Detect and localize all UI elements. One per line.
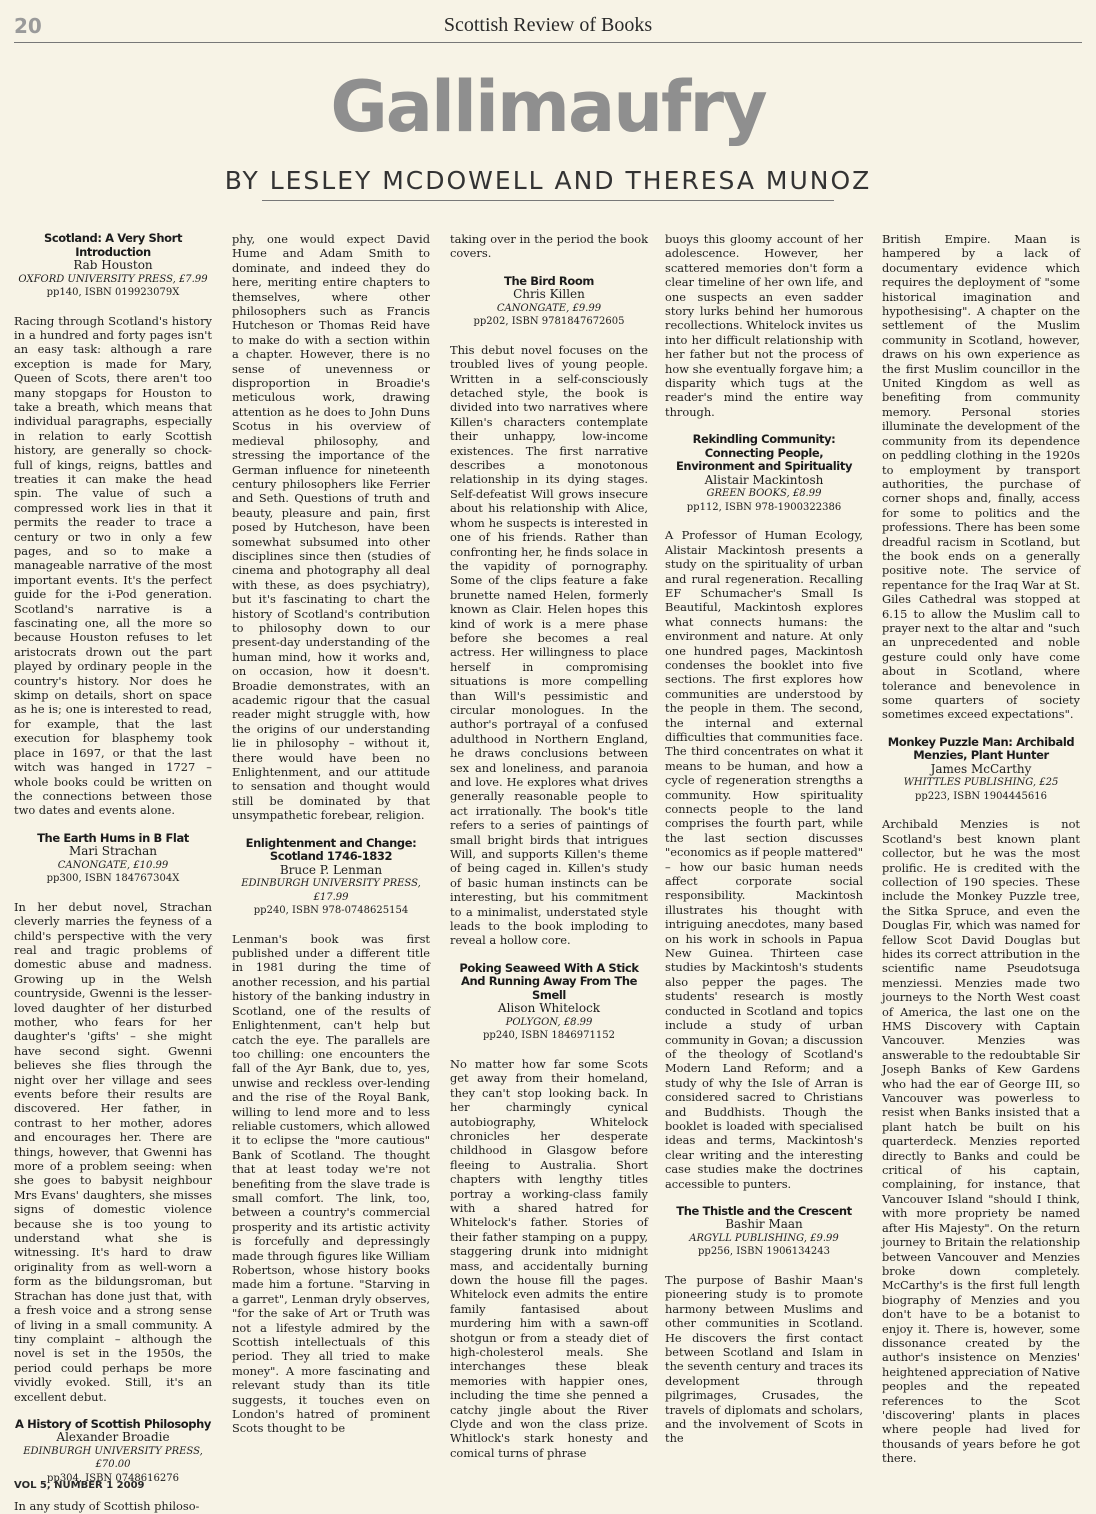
- book-heading: [665, 1205, 863, 1259]
- column-4: [665, 232, 863, 1467]
- book-publisher: EDINBURGH UNIVERSITY PRESS, £70.00: [23, 1445, 203, 1471]
- book-author: Alison Whitelock: [497, 1001, 601, 1016]
- page-number: 20: [14, 14, 42, 38]
- book-publisher: ARGYLL PUBLISHING, £9.99: [689, 1232, 839, 1244]
- book-publisher: EDINBURGH UNIVERSITY PRESS, £17.99: [241, 878, 421, 903]
- book-title: The Thistle and the Crescent: [676, 1203, 852, 1218]
- book-isbn: pp202, ISBN 9781847672605: [473, 316, 625, 328]
- book-title: The Bird Room: [504, 273, 594, 288]
- book-title: A History of Scottish Philosophy: [14, 1416, 212, 1431]
- book-isbn: pp112, ISBN 978-1900322386: [686, 501, 842, 513]
- column-5: [882, 232, 1080, 1467]
- book-publisher: CANONGATE, £10.99: [57, 859, 169, 871]
- review-paragraph: British Empire. Maan is hampered by a lack of documentary evidence which requires the deployment of "some historical imagination and hypothesising". A chapter on the settlement of the Muslim community in Scotland, however, draws on his own experience as the first Muslim councillor in the United Kingdom as well as benefiting from community memory. Personal stories illuminate the development of the community from its dependence on peddling clothing in the 1920s to employment by transport authorities, the purchase of corner shops and, finally, access for some to politics and the professions. There has been some dreadful racism in Scotland, but the book ends on a generally positive note. The service of repentance for the Iraq War at St. Giles Cathedral was stopped at 6.15 to allow the Muslim call to prayer next to the altar and "such an unprecedented and noble gesture could only have come about in Scotland, where tolerance and benevolence in some quarters of society sometimes exceed expectations".: [882, 232, 1080, 722]
- column-2: [232, 232, 430, 1467]
- review-paragraph: In her debut novel, Strachan cleverly marries the feyness of a child's perspective with the very real and tragic problems of domestic abuse and madness. Growing up in the Welsh countryside, Gwenni is the lesser-loved daughter of her disturbed mother, who fears for her daughter's 'gifts' – she might have second sight. Gwenni believes she flies through the night over her village and sees events before their results are discovered. Her father, in contrast to her mother, adores and encourages her. There are things, however, that Gwenni has more of a problem seeing: when she goes to babysit neighbour Mrs Evans' daughters, she misses signs of domestic violence because she is too young to understand what she is witnessing. It's hard to draw originality from as well-worn a form as the bildungsroman, but Strachan has done just that, with a fresh voice and a strong sense of living in a small community. A tiny complaint – although the novel is set in the 1950s, the period could perhaps be more vividly evoked. Still, it's an excellent debut.: [14, 899, 212, 1404]
- book-heading: [882, 736, 1080, 804]
- book-publisher: CANONGATE, £9.99: [496, 302, 602, 314]
- book-isbn: pp240, ISBN 1846971152: [483, 1030, 615, 1042]
- book-isbn: pp300, ISBN 184767304X: [46, 873, 180, 885]
- book-title: Scotland: A Very Short Introduction: [43, 231, 183, 259]
- book-author: Alexander Broadie: [56, 1430, 170, 1445]
- review-paragraph: taking over in the period the book covers.: [450, 232, 648, 261]
- book-author: Mari Strachan: [68, 844, 158, 859]
- book-title: Enlightenment and Change: Scotland 1746-1832: [245, 835, 417, 864]
- review-paragraph: The purpose of Bashir Maan's pioneering study is to promote harmony between Muslims and other communities in Scotland. He discovers the first contact between Scotland and Islam in the seventh century and traces its development through pilgrimages, Crusades, the travels of diplomats and scholars, and the involvement of Scots in the: [665, 1272, 863, 1446]
- book-title: The Earth Hums in B Flat: [37, 830, 189, 845]
- book-author: Alistair Mackintosh: [704, 472, 824, 487]
- review-paragraph: This debut novel focuses on the troubled lives of young people. Written in a self-consciously detached style, the book is divided into two narratives where Killen's characters contemplate their unhappy, low-income existences. The first narrative describes a monotonous relationship in its dying stages. Self-defeatist Will grows insecure about his relationship with Alice, whom he suspects is interested in one of his friends. Rather than confronting her, he finds solace in the vapidity of pornography. Some of the clips feature a fake brunette named Helen, formerly known as Clair. Helen hopes this kind of work is a mere phase before she becomes a real actress. Her willingness to place herself in compromising situations is more compelling than Will's pessimistic and circular monologues. In the author's portrayal of a confused adulthood in Northern England, he draws conclusions between sex and loneliness, and paranoia and love. He explores what drives generally reasonable people to act irrationally. The book's title refers to a series of paintings of small bright birds that intrigues Will, and supports Killen's theme of being caged in. Killen's study of basic human instincts can be interesting, but his commitment to a minimalist, understated style leads to the book imploding to reveal a hollow core.: [450, 342, 648, 948]
- header-rule: [14, 42, 1082, 43]
- review-paragraph: No matter how far some Scots get away from their homeland, they can't stop looking back. In her charmingly cynical autobiography, Whitelock chronicles her desperate childhood in Glasgow before fleeing to Australia. Short chapters with lengthy titles portray a working-class family with a shared hatred for Whitelock's father. Stories of their father stamping on a puppy, staggering drunk into midnight mass, and accidentally burning down the house fill the pages. Whitelock even admits the entire family fantasised about murdering him with a sawn-off shotgun or from a steady diet of high-cholesterol meals. She interchanges these bleak memories with happier ones, including the time she penned a catchy jingle about the River Clyde and won the class prize. Whitlock's stark honesty and comical turns of phrase: [450, 1056, 648, 1460]
- publication-masthead: Scottish Review of Books: [443, 14, 653, 36]
- column-3: [450, 232, 648, 1467]
- book-heading: [665, 433, 863, 514]
- book-isbn: pp223, ISBN 1904445616: [915, 790, 1047, 802]
- review-paragraph: phy, one would expect David Hume and Adam Smith to dominate, and indeed they do here, meriting entire chapters to themselves, where other philosophers such as Francis Hutcheson or Thomas Reid have to make do with a section within a chapter. However, there is no sense of unevenness or disproportion in Broadie's meticulous work, drawing attention as he does to John Duns Scotus in his overview of medieval philosophy, and stressing the importance of the German influence for nineteenth century philosophers like Ferrier and Seth. Questions of truth and beauty, pleasure and pain, first posed by Hutcheson, have been somewhat subsumed into other disciplines since then (studies of cinema and photography all deal with these, as does psychiatry), but it's fascinating to chart the history of Scotland's contribution to philosophy down to our present-day understanding of the human mind, how it works and, on occasion, how it doesn't. Broadie demonstrates, with an academic rigour that the casual reader might struggle with, how the origins of our understanding lie in philosophy – without it, there would have been no Enlightenment, and our attitude to sensation and thought would still be dominated by that unsympathetic forebear, religion.: [232, 232, 430, 823]
- book-heading: [14, 1418, 212, 1486]
- book-title: Rekindling Community: Connecting People, Environment and Spirituality: [675, 432, 853, 474]
- book-publisher: OXFORD UNIVERSITY PRESS, £7.99: [18, 273, 208, 285]
- book-publisher: GREEN BOOKS, £8.99: [706, 488, 822, 500]
- byline-rule: [262, 200, 834, 201]
- book-publisher: WHITTLES PUBLISHING, £25: [903, 777, 1059, 789]
- review-paragraph: Racing through Scotland's history in a hundred and forty pages isn't an easy task: although a rare exception is made for Mary, Queen of Scots, there aren't too many stopgaps for Houston to take a breath, which means that individual paragraphs, especially in relation to early Scottish history, are generally so chock-full of kings, reigns, battles and treaties it can make the head spin. The value of such a compressed work lies in that it permits the reader to trace a century or two in only a few pages, and so to make a manageable narrative of the most important events. It's the perfect guide for the i-Pod generation. Scotland's narrative is a fascinating one, all the more so because Houston refuses to let aristocrats drown out the part played by ordinary people in the country's history. Nor does he skimp on details, short on space as he is; one is interested to read, for example, that the last execution for blasphemy took place in 1697, or that the last witch was hanged in 1727 – whole books could be written on the connections between those two dates and events alone.: [14, 313, 212, 818]
- review-paragraph: In any study of Scottish philoso-: [14, 1499, 200, 1514]
- book-heading: [450, 962, 648, 1043]
- book-title: Monkey Puzzle Man: Archibald Menzies, Plant Hunter: [887, 734, 1075, 763]
- book-isbn: pp140, ISBN 019923079X: [46, 287, 180, 298]
- book-author: Bruce P. Lenman: [279, 862, 383, 877]
- book-heading: [450, 275, 648, 329]
- review-paragraph: buoys this gloomy account of her adolescence. However, her scattered memories don't form a clear timeline of her own life, and one suspects an even sadder story lurks behind her humorous recollections. Whitelock invites us into her difficult relationship with her father but not the process of how she eventually forgave him; a disparity which tugs at the reader's mind the entire way through.: [665, 232, 863, 419]
- book-title: Poking Seaweed With A Stick And Running Away From The Smell: [459, 960, 639, 1002]
- article-title: Gallimaufry: [330, 66, 766, 148]
- book-author: James McCarthy: [930, 761, 1032, 776]
- book-author: Rab Houston: [73, 258, 153, 272]
- review-paragraph: Archibald Menzies is not Scotland's best known plant collector, but he was the most prolific. He is credited with the collection of 190 species. These include the Monkey Puzzle tree, the Sitka Spruce, and even the Douglas Fir, which was named for fellow Scot David Douglas but hides its correct attribution in the scientific name Pseudotsuga menziessi. Menzies made two journeys to the North West coast of America, the last one on the HMS Discovery with Captain Vancouver. Menzies was answerable to the redoubtable Sir Joseph Banks of Kew Gardens who had the ear of George III, so Vancouver was powerless to resist when Banks insisted that a plant hatch be built on his quarterdeck. Menzies reported directly to Banks and could be critical of his captain, complaining, for instance, that Vancouver Island "should I think, with more propriety be named after His Majesty". On the return journey to Britain the relationship between Vancouver and Menzies broke down completely. McCarthy's is the first full length biography of Menzies and you don't have to be a botanist to enjoy it. There is, however, some dissonance created by the author's insistence on Menzies' heightened appreciation of Native peoples and the repeated references to the Scot 'discovering' plants in places where people had lived for thousands of years before he got there.: [882, 817, 1080, 1466]
- book-author: Bashir Maan: [725, 1217, 803, 1232]
- review-paragraph: Lenman's book was first published under a different title in 1981 during the time of another recession, and his partial history of the banking industry in Scotland, one of the results of Enlightenment, can't help but catch the eye. The parallels are too chilling: one encounters the fall of the Ayr Bank, due to, yes, unwise and reckless over-lending and the rise of the Royal Bank, willing to lend more and to less reliable customers, which allowed it to eclipse the "more cautious" Bank of Scotland. The thought that at least today we're not benefiting from the slave trade is small comfort. The link, too, between a country's commercial prosperity and its artistic activity is forcefully and depressingly made through figures like William Robertson, whose history books made him a fortune. "Starving in a garret", Lenman dryly observes, "for the sake of Art or Truth was not a lifestyle admired by the Scottish intellectuals of this period. They all tried to make money". A more fascinating and relevant study than its title suggests, it touches even on London's hatred of prominent Scots thought to be: [232, 931, 430, 1436]
- book-isbn: pp304, ISBN 0748616276: [47, 1472, 179, 1484]
- book-heading: [232, 837, 430, 918]
- review-paragraph: A Professor of Human Ecology, Alistair Mackintosh presents a study on the spirituality of urban and rural regeneration. Recalling EF Schumacher's Small Is Beautiful, Mackintosh explores what connects humans: the environment and nature. At only one hundred pages, Mackintosh condenses the booklet into five sections. The first explores how communities are understood by the people in them. The second, the internal and external difficulties that communities face. The third concentrates on what it means to be human, and how a cycle of regeneration strengths a community. How spirituality connects people to the land comprises the fourth part, while the last section discusses "economics as if people mattered" – how our basic human needs affect corporate social responsibility. Mackintosh illustrates his thought with intriguing anecdotes, many based on his work in schools in Papua New Guinea. Thirteen case studies by Mackintosh's students also pepper the pages. The students' research is mostly conducted in Scotland and topics include a study of urban community in Govan; a discussion of the theology of Scotland's Modern Land Reform; and a study of why the Isle of Arran is considered sacred to Christians and Buddhists. Though the booklet is loaded with specialised ideas and terms, Mackintosh's clear writing and the interesting case studies make the doctrines accessible to punters.: [665, 528, 863, 1191]
- book-heading: [14, 832, 212, 886]
- book-isbn: pp240, ISBN 978-0748625154: [253, 905, 409, 917]
- book-heading: [14, 232, 212, 300]
- issue-footer: VOL 5, NUMBER 1 2009: [14, 1480, 145, 1491]
- book-isbn: pp256, ISBN 1906134243: [698, 1246, 830, 1258]
- book-author: Chris Killen: [513, 287, 585, 302]
- article-byline: BY LESLEY MCDOWELL AND THERESA MUNOZ: [224, 166, 872, 195]
- book-publisher: POLYGON, £8.99: [505, 1016, 593, 1028]
